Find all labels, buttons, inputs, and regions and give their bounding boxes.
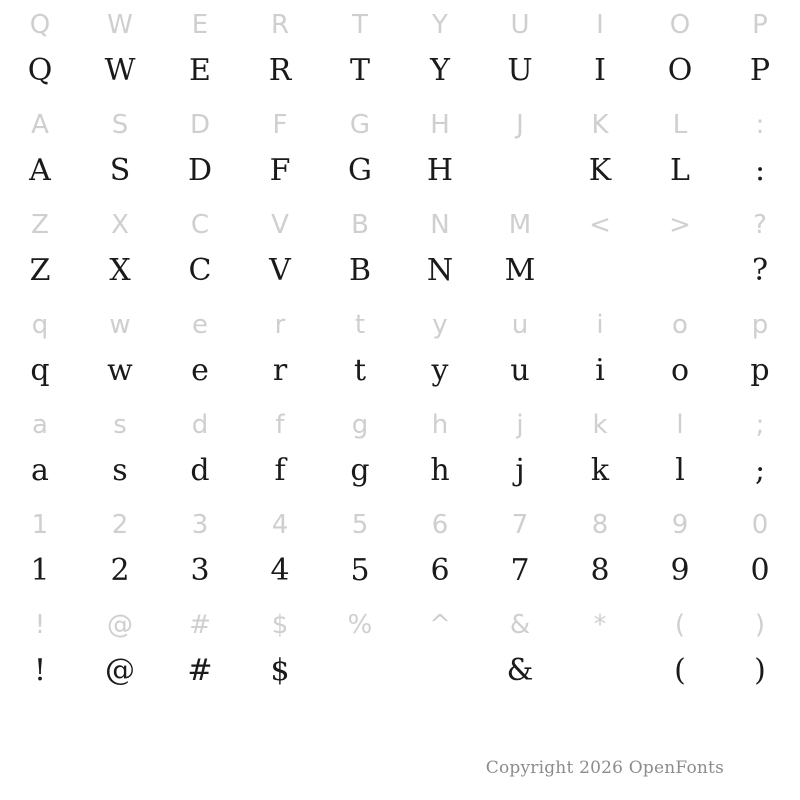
- reference-character: s: [113, 410, 127, 440]
- reference-character: F: [272, 110, 288, 140]
- reference-character: 6: [431, 510, 449, 540]
- glyph-cell: [320, 100, 400, 200]
- reference-character: E: [191, 10, 209, 40]
- specimen-character: #: [187, 653, 213, 688]
- reference-character: ?: [753, 210, 767, 240]
- glyph-cell: [0, 400, 80, 500]
- glyph-cell: [0, 300, 80, 400]
- reference-character: &: [509, 610, 531, 640]
- specimen-character: d: [190, 453, 210, 488]
- reference-character: X: [111, 210, 129, 240]
- glyph-cell: [640, 0, 720, 100]
- specimen-character: 2: [110, 553, 130, 588]
- glyph-cell: [0, 100, 80, 200]
- glyph-cell: [640, 300, 720, 400]
- glyph-cell: [320, 0, 400, 100]
- glyph-cell: [160, 600, 240, 700]
- reference-character: a: [32, 410, 48, 440]
- reference-character: f: [275, 410, 285, 440]
- specimen-character: g: [350, 453, 370, 488]
- specimen-character: K: [588, 153, 612, 188]
- reference-character: k: [592, 410, 608, 440]
- reference-character: L: [672, 110, 688, 140]
- glyph-cell: [320, 400, 400, 500]
- glyph-cell: [400, 300, 480, 400]
- glyph-cell: [640, 500, 720, 600]
- reference-character: N: [430, 210, 450, 240]
- glyph-cell: [160, 100, 240, 200]
- specimen-character: s: [112, 453, 128, 488]
- reference-character: j: [516, 410, 524, 440]
- reference-character: P: [752, 10, 768, 40]
- specimen-character: ;: [754, 453, 766, 488]
- reference-character: I: [596, 10, 604, 40]
- reference-character: S: [111, 110, 129, 140]
- glyph-cell: [480, 300, 560, 400]
- reference-character: o: [672, 310, 688, 340]
- specimen-character: R: [268, 53, 292, 88]
- specimen-character: 8: [590, 553, 610, 588]
- glyph-cell: [80, 500, 160, 600]
- reference-character: H: [430, 110, 450, 140]
- reference-character: C: [190, 210, 210, 240]
- specimen-character: a: [31, 453, 49, 488]
- reference-character: A: [31, 110, 49, 140]
- reference-character: e: [192, 310, 208, 340]
- specimen-character: 9: [670, 553, 690, 588]
- reference-character: J: [516, 110, 524, 140]
- reference-character: u: [511, 310, 529, 340]
- reference-character: U: [510, 10, 530, 40]
- reference-character: 1: [31, 510, 49, 540]
- specimen-character: 7: [510, 553, 530, 588]
- glyph-cell: [240, 500, 320, 600]
- reference-character: G: [349, 110, 371, 140]
- specimen-character: S: [109, 153, 131, 188]
- specimen-character: D: [187, 153, 213, 188]
- glyph-cell: [560, 600, 640, 700]
- glyph-cell: [80, 300, 160, 400]
- reference-character: M: [508, 210, 532, 240]
- specimen-character: T: [349, 53, 370, 88]
- specimen-character: 5: [350, 553, 370, 588]
- reference-character: %: [347, 610, 373, 640]
- specimen-character: ?: [751, 253, 769, 288]
- glyph-cell: [320, 600, 400, 700]
- glyph-cell: [80, 600, 160, 700]
- specimen-character: E: [189, 53, 211, 88]
- reference-character: t: [354, 310, 366, 340]
- glyph-cell: [80, 0, 160, 100]
- specimen-character: V: [269, 253, 291, 288]
- glyph-cell: [240, 600, 320, 700]
- glyph-cell: [160, 200, 240, 300]
- glyph-cell: [160, 0, 240, 100]
- glyph-cell: [0, 500, 80, 600]
- reference-character: Z: [31, 210, 49, 240]
- specimen-character: l: [675, 453, 685, 488]
- reference-character: 2: [111, 510, 129, 540]
- reference-character: ;: [755, 410, 765, 440]
- glyph-cell: [560, 100, 640, 200]
- reference-character: ^: [429, 610, 451, 640]
- reference-character: g: [351, 410, 369, 440]
- specimen-character: M: [504, 253, 536, 288]
- glyph-cell: [160, 300, 240, 400]
- specimen-character: Q: [27, 53, 53, 88]
- specimen-character: f: [274, 453, 286, 488]
- specimen-character: L: [670, 153, 690, 188]
- reference-character: (: [674, 610, 686, 640]
- specimen-character: u: [510, 353, 530, 388]
- specimen-character: A: [29, 153, 51, 188]
- glyph-cell: [560, 0, 640, 100]
- copyright-text: Copyright 2026 OpenFonts: [485, 758, 724, 778]
- glyph-cell: [720, 400, 800, 500]
- glyph-cell: [400, 0, 480, 100]
- glyph-cell: [400, 200, 480, 300]
- reference-character: 4: [271, 510, 289, 540]
- specimen-character: G: [348, 153, 372, 188]
- specimen-character: C: [188, 253, 212, 288]
- specimen-character: B: [348, 253, 372, 288]
- reference-character: Y: [432, 10, 448, 40]
- specimen-character: t: [353, 353, 367, 388]
- specimen-character: h: [430, 453, 450, 488]
- reference-character: <: [589, 210, 611, 240]
- glyph-cell: [0, 0, 80, 100]
- glyph-cell: [80, 100, 160, 200]
- reference-character: @: [107, 610, 133, 640]
- footer: [0, 758, 800, 778]
- specimen-character: k: [590, 453, 610, 488]
- specimen-character: j: [515, 453, 525, 488]
- glyph-cell: [480, 0, 560, 100]
- reference-character: Q: [29, 10, 51, 40]
- glyph-cell: [720, 600, 800, 700]
- glyph-cell: [640, 400, 720, 500]
- specimen-character: 6: [430, 553, 450, 588]
- reference-character: 5: [351, 510, 369, 540]
- reference-character: R: [270, 10, 290, 40]
- glyph-cell: [0, 200, 80, 300]
- glyph-cell: [480, 600, 560, 700]
- glyph-cell: [240, 300, 320, 400]
- glyph-cell: [400, 400, 480, 500]
- specimen-character: q: [30, 353, 50, 388]
- specimen-character: H: [426, 153, 454, 188]
- glyph-cell: [480, 200, 560, 300]
- reference-character: W: [107, 10, 133, 40]
- reference-character: !: [34, 610, 46, 640]
- specimen-character: (: [674, 653, 686, 688]
- specimen-character: r: [272, 353, 288, 388]
- glyph-cell: [320, 500, 400, 600]
- specimen-character: F: [269, 153, 291, 188]
- specimen-character: Z: [29, 253, 51, 288]
- reference-character: 9: [671, 510, 689, 540]
- specimen-character: y: [431, 353, 449, 388]
- specimen-character: 3: [190, 553, 210, 588]
- specimen-character: U: [507, 53, 533, 88]
- reference-character: 0: [751, 510, 769, 540]
- reference-character: l: [676, 410, 684, 440]
- reference-character: $: [271, 610, 289, 640]
- reference-character: i: [596, 310, 604, 340]
- reference-character: O: [669, 10, 691, 40]
- specimen-character: $: [270, 653, 290, 688]
- glyph-cell: [640, 200, 720, 300]
- reference-character: 8: [591, 510, 609, 540]
- reference-character: r: [274, 310, 286, 340]
- glyph-cell: [480, 400, 560, 500]
- specimen-character: ): [754, 653, 766, 688]
- reference-character: V: [271, 210, 289, 240]
- specimen-character: P: [749, 53, 771, 88]
- glyph-cell: [480, 500, 560, 600]
- reference-character: q: [31, 310, 49, 340]
- specimen-character: Y: [430, 53, 450, 88]
- glyph-cell: [0, 600, 80, 700]
- glyph-cell: [400, 600, 480, 700]
- glyph-cell: [240, 200, 320, 300]
- specimen-character: e: [191, 353, 209, 388]
- specimen-character: @: [105, 653, 135, 688]
- specimen-character: :: [754, 153, 766, 188]
- specimen-character: 4: [270, 553, 290, 588]
- glyph-cell: [560, 500, 640, 600]
- specimen-character: 1: [30, 553, 50, 588]
- glyph-cell: [480, 100, 560, 200]
- reference-character: y: [432, 310, 448, 340]
- reference-character: 7: [511, 510, 529, 540]
- reference-character: B: [351, 210, 369, 240]
- reference-character: *: [593, 610, 607, 640]
- glyph-cell: [720, 300, 800, 400]
- glyph-cell: [560, 300, 640, 400]
- specimen-character: 0: [750, 553, 770, 588]
- glyph-cell: [560, 400, 640, 500]
- glyph-cell: [640, 600, 720, 700]
- specimen-character: W: [104, 53, 136, 88]
- glyph-cell: [720, 500, 800, 600]
- reference-character: 3: [191, 510, 209, 540]
- glyph-cell: [640, 100, 720, 200]
- glyph-cell: [240, 0, 320, 100]
- specimen-character: O: [667, 53, 693, 88]
- glyph-cell: [400, 500, 480, 600]
- glyph-cell: [560, 200, 640, 300]
- specimen-character: w: [107, 353, 133, 388]
- reference-character: p: [751, 310, 769, 340]
- specimen-character: p: [750, 353, 770, 388]
- glyph-cell: [80, 200, 160, 300]
- glyph-cell: [320, 200, 400, 300]
- specimen-character: I: [594, 53, 606, 88]
- glyph-cell: [720, 100, 800, 200]
- glyph-cell: [320, 300, 400, 400]
- reference-character: K: [591, 110, 609, 140]
- reference-character: #: [189, 610, 211, 640]
- reference-character: >: [669, 210, 691, 240]
- specimen-character: N: [426, 253, 454, 288]
- reference-character: T: [352, 10, 368, 40]
- reference-character: w: [109, 310, 131, 340]
- reference-character: d: [191, 410, 209, 440]
- glyph-cell: [160, 500, 240, 600]
- reference-character: D: [189, 110, 211, 140]
- glyph-cell: [240, 400, 320, 500]
- reference-character: ): [754, 610, 766, 640]
- glyph-cell: [720, 200, 800, 300]
- glyph-cell: [80, 400, 160, 500]
- specimen-character: X: [109, 253, 131, 288]
- specimen-character: &: [506, 653, 534, 688]
- reference-character: h: [431, 410, 449, 440]
- glyph-cell: [400, 100, 480, 200]
- glyph-cell: [720, 0, 800, 100]
- specimen-character: i: [595, 353, 605, 388]
- glyph-cell: [160, 400, 240, 500]
- specimen-character: !: [33, 653, 47, 688]
- specimen-character: o: [670, 353, 690, 388]
- reference-character: :: [755, 110, 765, 140]
- glyph-cell: [240, 100, 320, 200]
